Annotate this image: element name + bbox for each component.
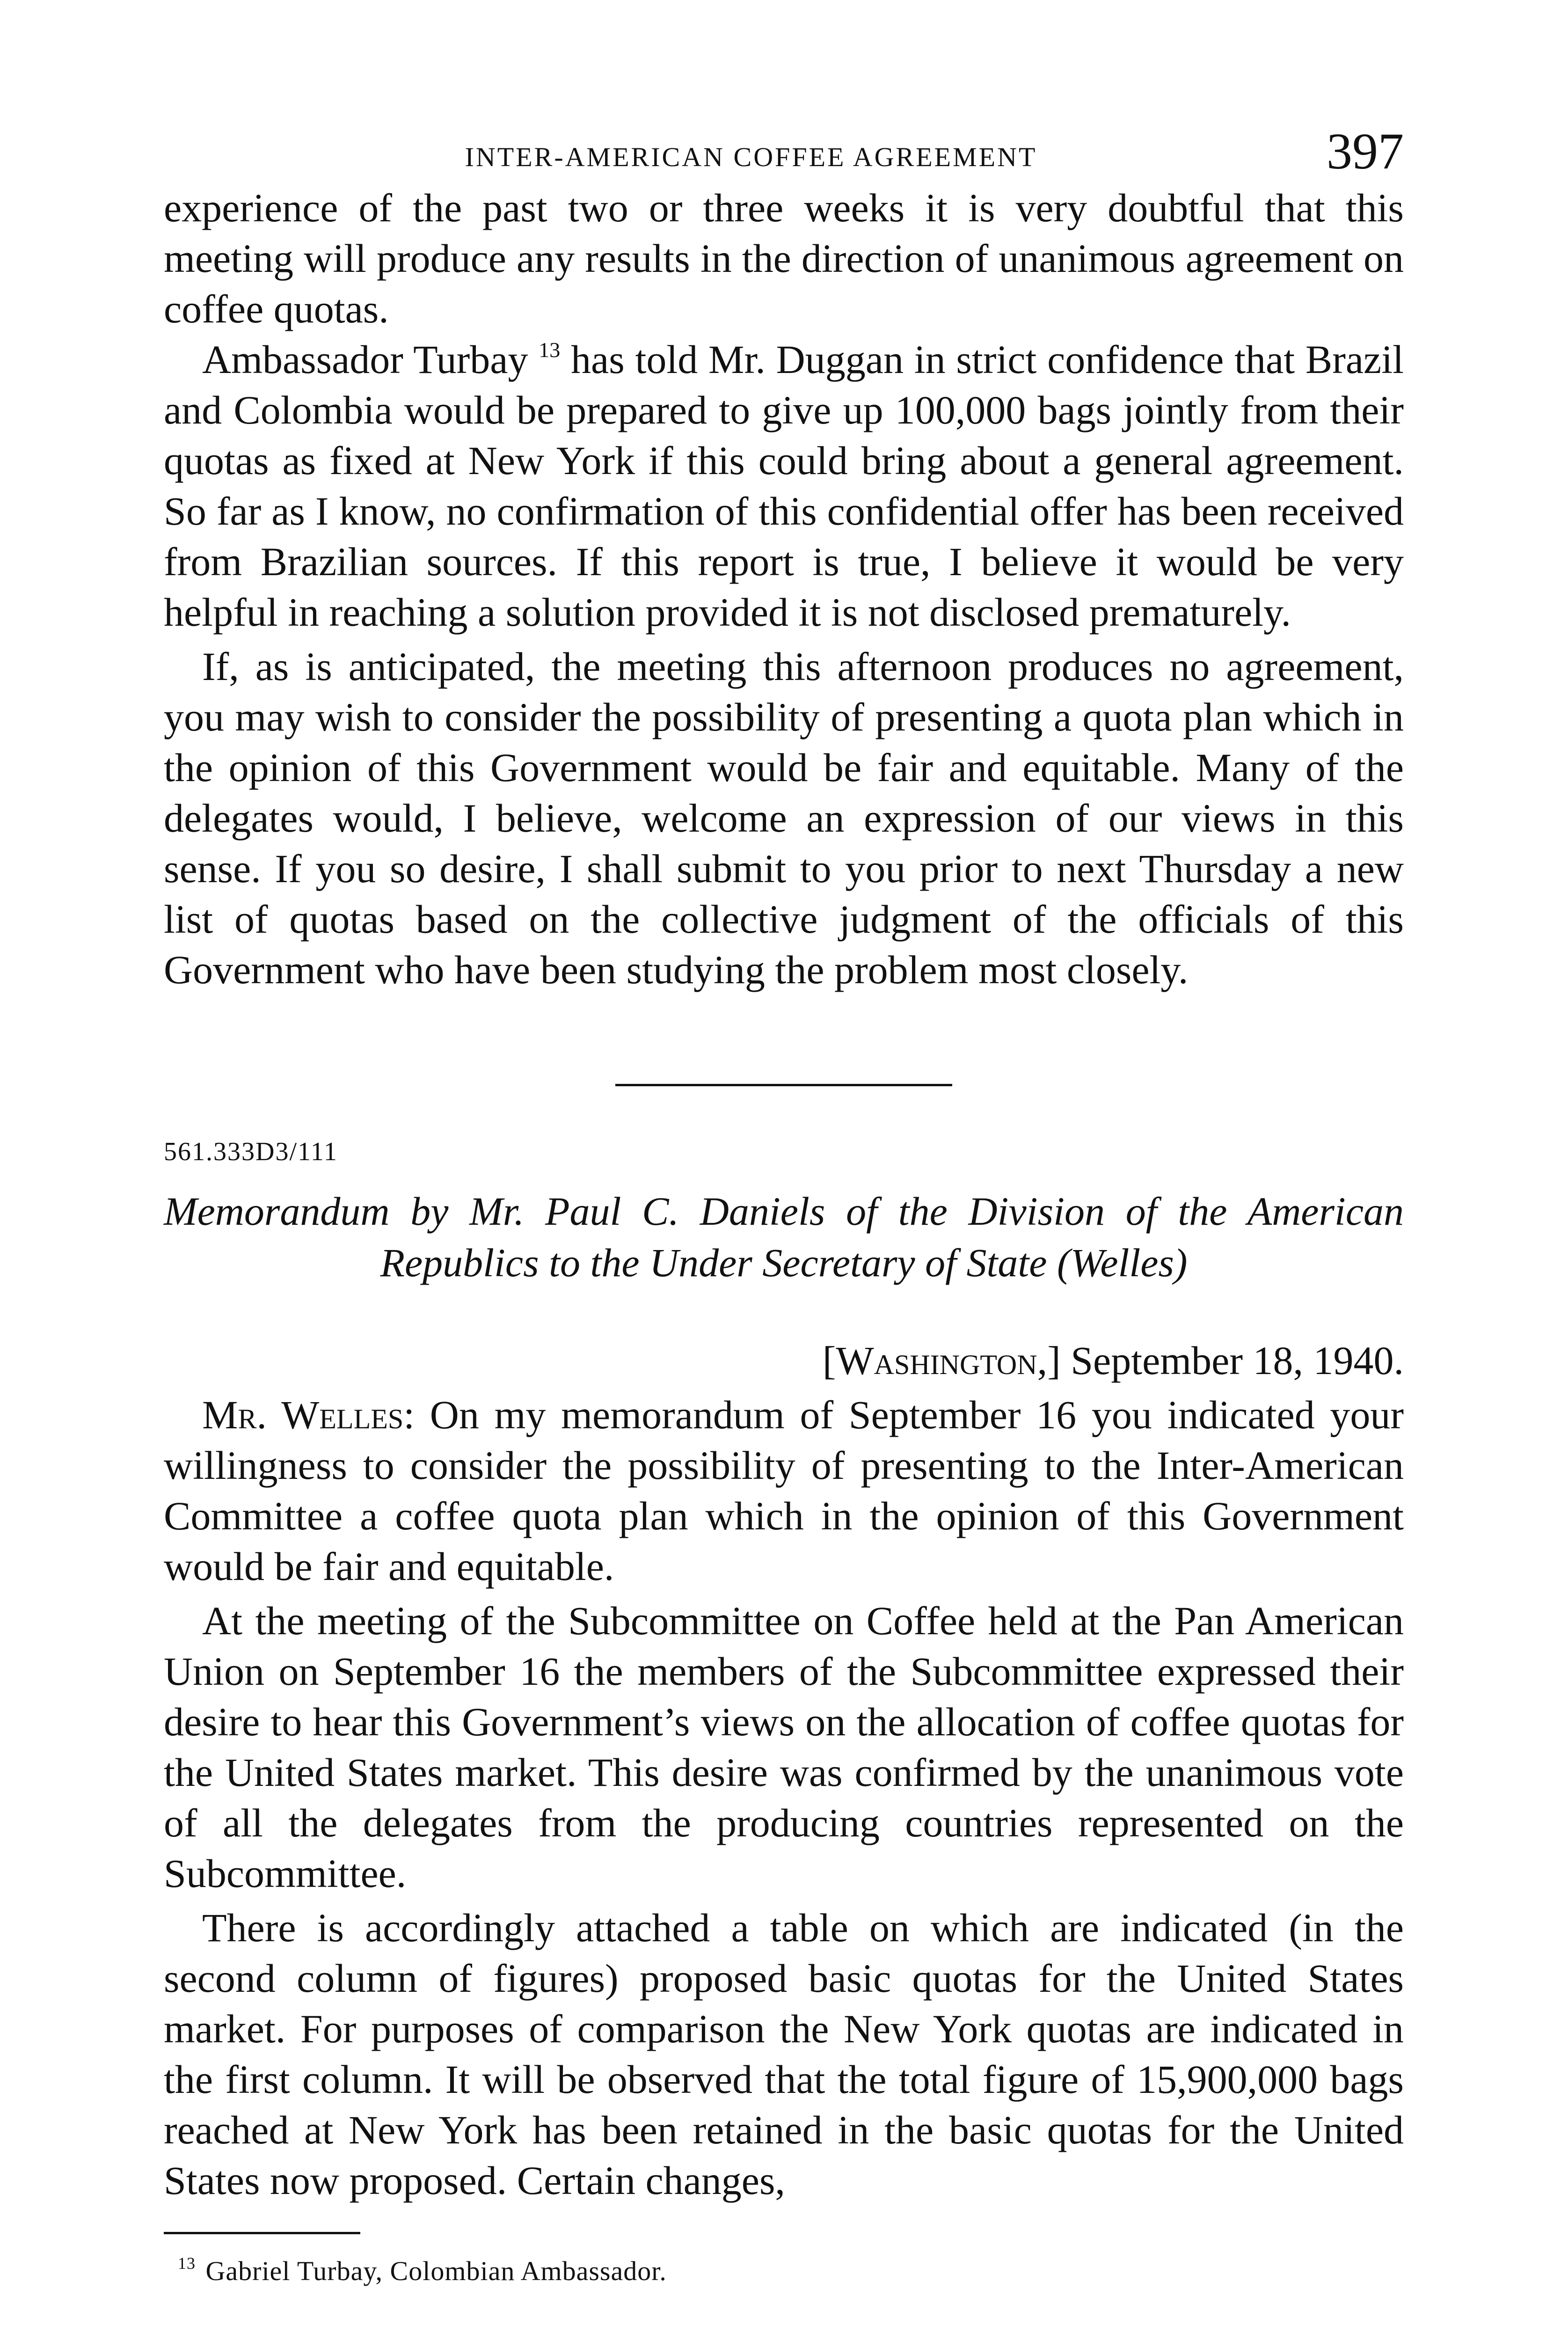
page-number: 397 xyxy=(1327,123,1404,180)
running-title: INTER-AMERICAN COFFEE AGREEMENT xyxy=(465,142,1037,172)
dateline-date: September 18, 1940. xyxy=(1060,1338,1404,1383)
document-title xyxy=(164,1185,1404,1288)
footnote-reference: 13 xyxy=(539,338,561,362)
paragraph-text: On my memorandum of September 16 you indicated your willingness to consider the possibility of presenting to the Inter-American Committee a coffee quota plan which in the opinion of this Government would be fair and equitable. xyxy=(164,1392,1404,1589)
continuation-paragraph-3: If, as is anticipated, the meeting this afternoon produces no agreement, you may wish to consider the possibility of presenting a quota plan which in the opinion of this Government would be fair and equitable. Many of the delegates would, I believe, welcome an expression of our views in this sense. If you so desire, I shall submit to you prior to next Thursday a new list of quotas based on the collective judgment of the officials of this Government who have been studying the problem most closely. xyxy=(164,644,1404,992)
continuation-paragraph-2 xyxy=(164,334,1404,637)
dateline-place: [Washington,] xyxy=(822,1338,1061,1383)
footnote xyxy=(164,2255,1404,2288)
memo-paragraph-1 xyxy=(164,1389,1404,1592)
memo-paragraph-2: At the meeting of the Subcommittee on Coffee held at the Pan American Union on September 16 the members of the Subcommittee expressed their desire to hear this Government’s views on the allocation of coffee quotas for the United States market. This desire was confirmed by the unanimous vote of all the delegates from the producing countries represented on the Subcommittee. xyxy=(164,1598,1404,1896)
footnote-divider xyxy=(164,2232,360,2234)
section-divider xyxy=(615,1084,952,1086)
footnote-number: 13 xyxy=(178,2254,196,2273)
dateline xyxy=(164,1335,1404,1386)
paragraph-text: has told Mr. Duggan in strict confidence that Brazil and Colombia would be prepared to give up 100,000 bags jointly from their quotas as fixed at New York if this could bring about a general agreement. So far as I know, no confirmation of this confidential offer has been received from Brazilian sources. If this report is true, I believe it would be very helpful in reaching a solution provided it is not disclosed prematurely. xyxy=(164,337,1404,635)
addressee: Mr. Welles: xyxy=(202,1392,415,1437)
continuation-paragraph-1: experience of the past two or three weeks it is very doubtful that this meeting will produce any results in the direction of unanimous agreement on coffee quotas. xyxy=(164,185,1404,331)
file-number: 561.333D3/111 xyxy=(164,1137,338,1166)
footnote-text: Gabriel Turbay, Colombian Ambassador. xyxy=(198,2256,667,2286)
memo-paragraph-3: There is accordingly attached a table on which are indicated (in the second column of figures) proposed basic quotas for the United States market. For purposes of comparison the New York quotas are indicated in the first column. It will be observed that the total figure of 15,900,000 bags reached at New York has been retained in the basic quotas for the United States now proposed. Certain changes, xyxy=(164,1905,1404,2203)
running-head xyxy=(164,112,1404,183)
document-page xyxy=(164,112,1404,2288)
document-title-line-1: Memorandum by Mr. Paul C. Daniels of the Division of the American xyxy=(164,1189,1404,1234)
paragraph-text: Ambassador Turbay xyxy=(202,337,528,382)
document-title-line-2: Republics to the Under Secretary of State (Welles) xyxy=(380,1240,1188,1285)
